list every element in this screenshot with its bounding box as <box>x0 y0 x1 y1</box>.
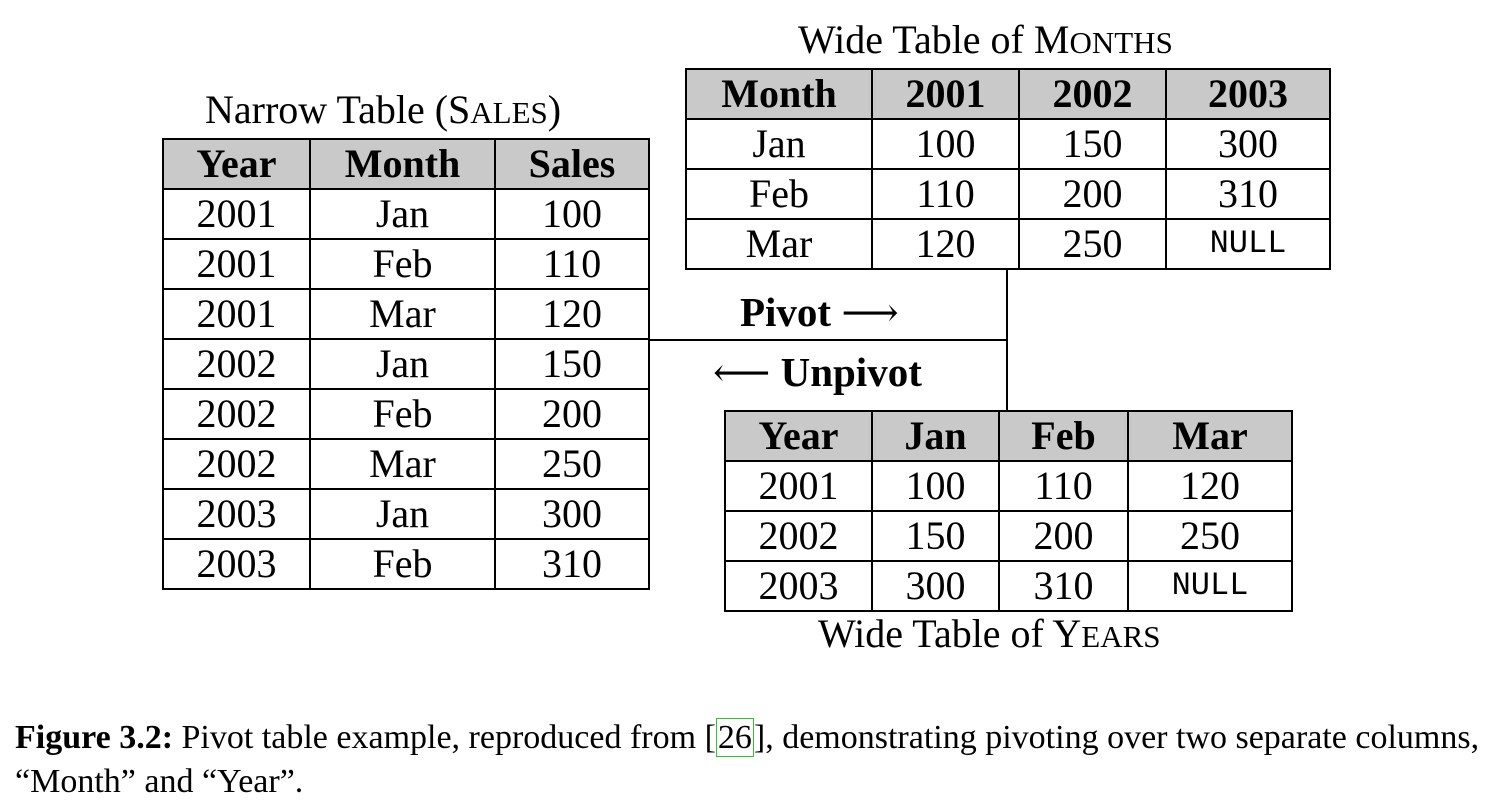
table-cell: 120 <box>872 219 1019 269</box>
table-cell: 100 <box>495 189 649 239</box>
years-table-title <box>818 612 1161 659</box>
unpivot-label <box>713 350 922 395</box>
table-cell: 300 <box>495 489 649 539</box>
months-body <box>686 119 1330 269</box>
table-cell: 2001 <box>163 189 310 239</box>
narrow-body <box>163 189 649 589</box>
table-cell: 2003 <box>163 489 310 539</box>
citation-link[interactable]: 26 <box>717 719 752 756</box>
column-header: Year <box>163 139 310 189</box>
table-cell: Feb <box>686 169 872 219</box>
narrow-title-end: ) <box>547 87 562 132</box>
table-cell: 120 <box>495 289 649 339</box>
table-cell: Jan <box>310 339 495 389</box>
pivot-text: Pivot <box>740 289 832 335</box>
column-header: Feb <box>999 411 1128 461</box>
narrow-title-smallcaps: ALES <box>470 95 548 130</box>
table-cell: Mar <box>686 219 872 269</box>
column-header: Jan <box>872 411 999 461</box>
table-cell: 110 <box>495 239 649 289</box>
column-header: Month <box>686 69 872 119</box>
table-cell: 300 <box>872 561 999 611</box>
table-cell: 310 <box>1166 169 1330 219</box>
column-header: Mar <box>1128 411 1292 461</box>
column-header: Sales <box>495 139 649 189</box>
narrow-title-cap: S <box>448 87 471 132</box>
table-cell: Jan <box>686 119 872 169</box>
table-row <box>163 239 649 289</box>
table-cell: 2001 <box>163 289 310 339</box>
months-title-cap: M <box>1033 17 1070 62</box>
caption-label: Figure 3.2: <box>15 719 174 756</box>
table-row <box>725 511 1292 561</box>
months-table <box>685 68 1331 270</box>
years-body <box>725 461 1292 611</box>
table-cell: 250 <box>1019 219 1166 269</box>
table-cell: 200 <box>999 511 1128 561</box>
table-row <box>163 389 649 439</box>
figure-caption <box>15 716 1495 804</box>
months-title-main: Wide Table of <box>798 17 1034 62</box>
months-title-smallcaps: ONTHS <box>1069 25 1173 60</box>
table-cell: 2003 <box>725 561 872 611</box>
table-row <box>163 539 649 589</box>
table-row <box>725 561 1292 611</box>
table-cell: 2002 <box>163 439 310 489</box>
table-cell: 300 <box>1166 119 1330 169</box>
years-table <box>724 410 1293 612</box>
column-header: Year <box>725 411 872 461</box>
column-header: Month <box>310 139 495 189</box>
table-row <box>163 489 649 539</box>
table-row <box>686 169 1330 219</box>
right-arrow-icon: ⟶ <box>841 290 899 335</box>
table-cell: Jan <box>310 189 495 239</box>
table-cell: 250 <box>1128 511 1292 561</box>
table-cell: 250 <box>495 439 649 489</box>
caption-text-after: ], demonstrating pivoting over two separate columns, “Month” and “Year”. <box>15 719 1480 800</box>
table-cell: 2002 <box>163 389 310 439</box>
table-cell: 100 <box>872 119 1019 169</box>
narrow-table <box>162 138 650 590</box>
table-cell: 2001 <box>725 461 872 511</box>
months-table-title <box>798 18 1173 65</box>
table-cell: 200 <box>1019 169 1166 219</box>
connector-vertical <box>1006 268 1008 410</box>
years-title-smallcaps: EARS <box>1081 619 1161 654</box>
table-cell: 150 <box>495 339 649 389</box>
table-cell: NULL <box>1166 219 1330 269</box>
years-header-row <box>725 411 1292 461</box>
table-cell: 2003 <box>163 539 310 589</box>
caption-text-before: Pivot table example, reproduced from [ <box>173 719 716 756</box>
table-cell: 200 <box>495 389 649 439</box>
table-cell: 2002 <box>725 511 872 561</box>
table-cell: 2002 <box>163 339 310 389</box>
table-row <box>725 461 1292 511</box>
table-cell: 110 <box>999 461 1128 511</box>
table-cell: 120 <box>1128 461 1292 511</box>
years-title-cap: Y <box>1052 611 1082 656</box>
table-cell: Feb <box>310 539 495 589</box>
narrow-title-main: Narrow Table ( <box>205 87 449 132</box>
column-header: 2001 <box>872 69 1019 119</box>
left-arrow-icon: ⟵ <box>713 350 771 395</box>
table-cell: Jan <box>310 489 495 539</box>
table-row <box>686 119 1330 169</box>
table-row <box>163 289 649 339</box>
table-row <box>163 439 649 489</box>
table-row <box>686 219 1330 269</box>
months-header-row <box>686 69 1330 119</box>
table-cell: 310 <box>999 561 1128 611</box>
table-cell: 310 <box>495 539 649 589</box>
pivot-label <box>740 290 899 335</box>
unpivot-text: Unpivot <box>780 349 922 395</box>
narrow-table-title <box>205 88 561 135</box>
table-cell: 150 <box>872 511 999 561</box>
table-cell: 150 <box>1019 119 1166 169</box>
connector-horizontal <box>650 339 1008 341</box>
table-row <box>163 339 649 389</box>
column-header: 2002 <box>1019 69 1166 119</box>
narrow-header-row <box>163 139 649 189</box>
table-row <box>163 189 649 239</box>
table-cell: Feb <box>310 239 495 289</box>
years-title-main: Wide Table of <box>818 611 1053 656</box>
table-cell: 2001 <box>163 239 310 289</box>
table-cell: NULL <box>1128 561 1292 611</box>
table-cell: Mar <box>310 439 495 489</box>
table-cell: Mar <box>310 289 495 339</box>
table-cell: 100 <box>872 461 999 511</box>
column-header: 2003 <box>1166 69 1330 119</box>
table-cell: 110 <box>872 169 1019 219</box>
table-cell: Feb <box>310 389 495 439</box>
